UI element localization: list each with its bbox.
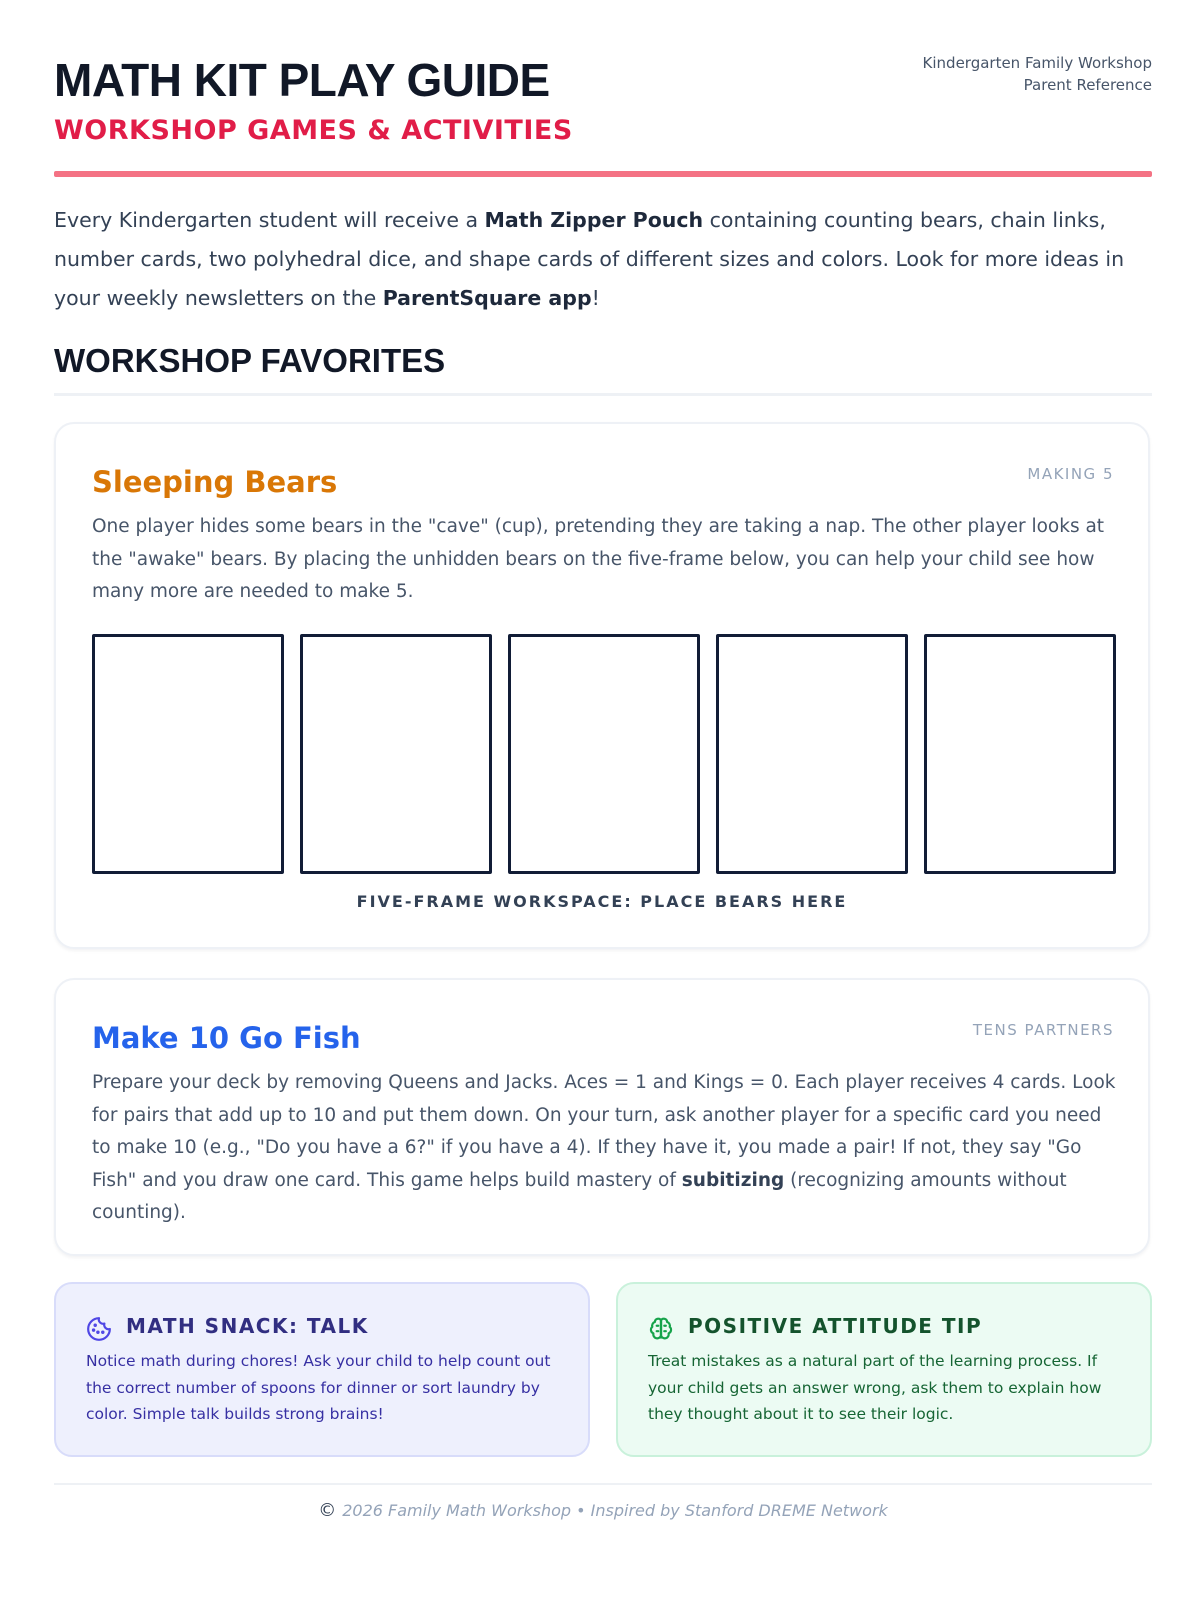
card-description: One player hides some bears in the "cave" (cup), pretending they are taking a nap. The other player looks at the "awake" bears. By placing the unhidden bears on the five-frame below, you can help your child see how many more are needed to make 5.	[92, 516, 1105, 602]
five-frame-cell	[508, 634, 700, 874]
intro-highlight-pouch: Math Zipper Pouch	[484, 208, 704, 232]
card-description-text: Prepare your deck by removing Queens and Jacks. Aces = 1 and Kings = 0. Each player receives 4 cards. Look for pairs that add up to 10 and put them down. On your turn, ask another player for a specific card you need to make 10 (e.g., "Do you have a 6?" if you have a 4). If they have it, you made a pair! If not, they say "Go Fish" and you draw one card. This game helps build mastery of	[92, 1072, 1116, 1191]
page-title: MATH KIT PLAY GUIDE	[54, 54, 550, 106]
intro-text: !	[591, 286, 600, 310]
card-tag: MAKING 5	[1027, 465, 1114, 483]
page-subtitle: WORKSHOP GAMES & ACTIVITIES	[54, 115, 573, 146]
meta-line-reference: Parent Reference	[1023, 76, 1152, 94]
five-frame-cell	[716, 634, 908, 874]
activity-card-sleeping-bears	[54, 422, 1150, 949]
intro-text: containing counting bears, chain links, number cards, two polyhedral dice, and shape cards of different sizes and colors. Look for more ideas in your weekly newsletters on the	[54, 208, 1125, 310]
tip-body: Treat mistakes as a natural part of the learning process. If your child gets an answer wrong, ask them to explain how they thought about it to see their logic.	[648, 1352, 1102, 1423]
card-description-highlight: subitizing	[681, 1169, 785, 1191]
five-frame-cell	[300, 634, 492, 874]
five-frame-cell	[92, 634, 284, 874]
page	[54, 0, 1152, 1521]
activity-card-go-fish	[54, 978, 1150, 1256]
section-title: WORKSHOP FAVORITES	[54, 342, 446, 379]
copyright-icon: ©	[318, 1500, 337, 1521]
tip-box-positive-attitude	[616, 1282, 1152, 1457]
meta-line-workshop: Kindergarten Family Workshop	[922, 54, 1152, 72]
section-divider	[54, 393, 1152, 396]
cookie-icon	[86, 1316, 112, 1342]
footer-text: 2026 Family Math Workshop • Inspired by Stanford DREME Network	[342, 1501, 888, 1520]
card-description	[92, 1067, 1116, 1230]
header	[54, 0, 1152, 178]
tip-body: Notice math during chores! Ask your child to help count out the correct number of spoons for dinner or sort laundry by color. Simple talk builds strong brains!	[86, 1352, 551, 1423]
tip-title: POSITIVE ATTITUDE TIP	[688, 1314, 983, 1338]
footer-divider	[54, 1483, 1152, 1485]
intro-paragraph	[54, 201, 1152, 318]
five-frame-cell	[924, 634, 1116, 874]
brain-icon	[648, 1316, 674, 1342]
card-tag: TENS PARTNERS	[972, 1021, 1114, 1039]
card-description-text: (recognizing amounts without counting).	[92, 1169, 1067, 1223]
header-meta	[923, 52, 1152, 96]
tip-title: MATH SNACK: TALK	[126, 1314, 369, 1338]
five-frame	[92, 634, 1116, 874]
card-title: Sleeping Bears	[92, 465, 338, 499]
five-frame-caption: FIVE-FRAME WORKSPACE: PLACE BEARS HERE	[356, 892, 848, 911]
footer	[54, 1500, 1152, 1521]
intro-highlight-app: ParentSquare app	[382, 286, 592, 310]
intro-text: Every Kindergarten student will receive a	[54, 208, 485, 232]
header-divider	[54, 171, 1152, 177]
card-title: Make 10 Go Fish	[92, 1021, 361, 1055]
tip-box-math-snack	[54, 1282, 590, 1457]
